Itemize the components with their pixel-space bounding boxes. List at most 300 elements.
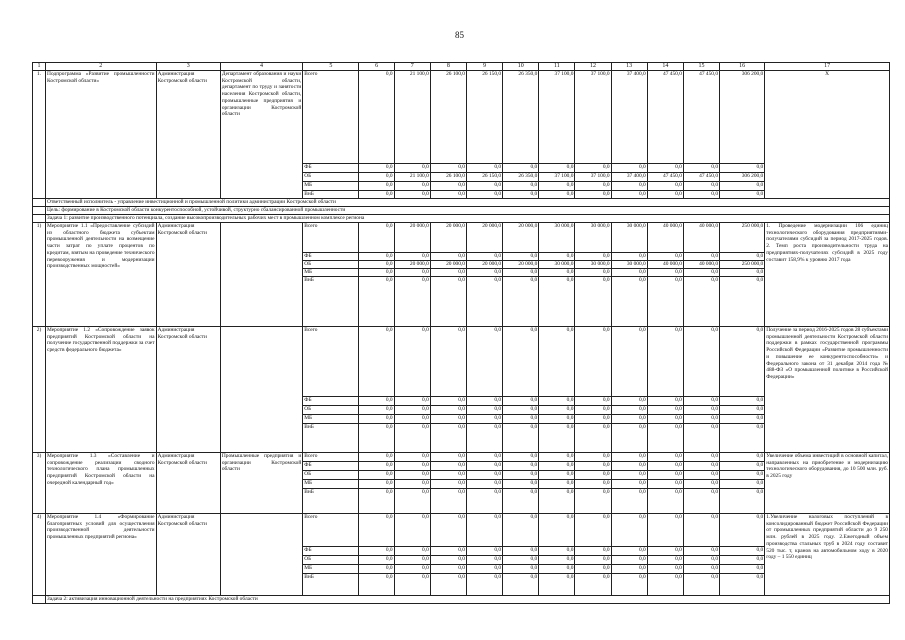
- amount-cell: 0,0: [575, 453, 611, 462]
- amount-cell: 0,0: [466, 489, 502, 514]
- measure-executor: Администрация Костромской области: [156, 453, 220, 514]
- amount-cell: 0,0: [611, 269, 647, 277]
- amount-cell: 0,0: [647, 269, 683, 277]
- measure-row: [33, 223, 890, 253]
- amount-cell: 37 100,0: [539, 71, 575, 164]
- empty-cell: [33, 207, 46, 215]
- amount-cell: 0,0: [611, 164, 647, 173]
- column-number: 2: [46, 63, 157, 71]
- amount-cell: 26 350,0: [503, 173, 539, 182]
- amount-cell: 0,0: [720, 406, 765, 415]
- amount-cell: 0,0: [359, 191, 394, 199]
- subprogram-name: Подпрограмма «Развитие промышленности Костромской области»: [46, 71, 157, 199]
- measure-executor: Администрация Костромской области: [156, 514, 220, 596]
- amount-cell: 0,0: [720, 424, 765, 453]
- amount-cell: 0,0: [683, 182, 719, 191]
- column-number: 1: [33, 63, 46, 71]
- amount-cell: 0,0: [466, 164, 502, 173]
- amount-cell: 21 100,0: [394, 71, 430, 164]
- amount-cell: 0,0: [466, 462, 502, 471]
- amount-cell: 0,0: [720, 556, 765, 565]
- amount-cell: 0,0: [359, 327, 394, 397]
- amount-cell: 0,0: [359, 71, 394, 164]
- amount-cell: 30 000,0: [611, 261, 647, 269]
- amount-cell: 0,0: [539, 514, 575, 547]
- amount-cell: 0,0: [466, 556, 502, 565]
- amount-cell: 0,0: [503, 327, 539, 397]
- amount-cell: 0,0: [394, 514, 430, 547]
- task-2-line: Задача 2: активизация инновационной деятельности на предприятиях Костромской области: [46, 596, 890, 604]
- program-table: [32, 62, 890, 604]
- amount-cell: 0,0: [575, 489, 611, 514]
- amount-cell: 0,0: [720, 277, 765, 327]
- amount-cell: 37 100,0: [539, 173, 575, 182]
- amount-cell: 0,0: [503, 277, 539, 327]
- amount-cell: 0,0: [647, 182, 683, 191]
- amount-cell: 0,0: [720, 574, 765, 596]
- amount-cell: 0,0: [611, 514, 647, 547]
- amount-cell: 0,0: [611, 424, 647, 453]
- funding-source: МБ: [303, 415, 359, 424]
- amount-cell: 21 100,0: [394, 173, 430, 182]
- amount-cell: 0,0: [466, 514, 502, 547]
- measure-executor: Администрация Костромской области: [156, 223, 220, 327]
- amount-cell: 0,0: [611, 191, 647, 199]
- amount-cell: 0,0: [575, 164, 611, 173]
- amount-cell: 0,0: [359, 565, 394, 574]
- funding-source: ОБ: [303, 261, 359, 269]
- amount-cell: 0,0: [430, 462, 466, 471]
- column-number: 5: [303, 63, 359, 71]
- measure-number: 2): [33, 327, 46, 453]
- column-number: 3: [156, 63, 220, 71]
- amount-cell: 0,0: [359, 424, 394, 453]
- amount-cell: 0,0: [466, 253, 502, 261]
- amount-cell: 0,0: [720, 182, 765, 191]
- amount-cell: 0,0: [430, 191, 466, 199]
- amount-cell: 0,0: [575, 327, 611, 397]
- amount-cell: 30 000,0: [575, 261, 611, 269]
- page-number: 85: [455, 30, 464, 40]
- column-number: 4: [220, 63, 302, 71]
- column-number: 8: [430, 63, 466, 71]
- responsible-executor-line-row: [33, 199, 890, 207]
- amount-cell: 0,0: [575, 182, 611, 191]
- amount-cell: 0,0: [430, 489, 466, 514]
- funding-source: МБ: [303, 480, 359, 489]
- amount-cell: 0,0: [466, 565, 502, 574]
- amount-cell: 0,0: [359, 514, 394, 547]
- amount-cell: 0,0: [359, 471, 394, 480]
- amount-cell: 0,0: [575, 462, 611, 471]
- amount-cell: 0,0: [683, 415, 719, 424]
- amount-cell: 0,0: [683, 462, 719, 471]
- amount-cell: 0,0: [720, 547, 765, 556]
- amount-cell: 0,0: [359, 397, 394, 406]
- subprogram-expected-result: Х: [765, 71, 890, 199]
- amount-cell: 0,0: [466, 574, 502, 596]
- amount-cell: 0,0: [394, 253, 430, 261]
- amount-cell: 37 400,0: [611, 173, 647, 182]
- amount-cell: 0,0: [539, 327, 575, 397]
- amount-cell: 0,0: [720, 565, 765, 574]
- column-number: 17: [765, 63, 890, 71]
- amount-cell: 0,0: [359, 462, 394, 471]
- amount-cell: 0,0: [359, 269, 394, 277]
- amount-cell: 0,0: [539, 489, 575, 514]
- amount-cell: 0,0: [359, 556, 394, 565]
- amount-cell: 0,0: [394, 574, 430, 596]
- amount-cell: 26 100,0: [430, 173, 466, 182]
- amount-cell: 47 450,0: [683, 71, 719, 164]
- column-number: 15: [683, 63, 719, 71]
- amount-cell: 0,0: [394, 547, 430, 556]
- amount-cell: 0,0: [683, 269, 719, 277]
- amount-cell: 0,0: [430, 556, 466, 565]
- amount-cell: 0,0: [466, 453, 502, 462]
- amount-cell: 0,0: [647, 453, 683, 462]
- amount-cell: 0,0: [647, 424, 683, 453]
- measure-expected-result: 1.Увеличение налоговых поступлений в консолидированный бюджет Российской Федерации от промышленных предприятий области до 9 250 млн. рублей в 2025 году. 2.Ежегодный объем производства стальных труб в 2024 году составит 520 тыс. т, кранов на автомобильном ходу в 2020 году – 1 550 единиц: [765, 514, 890, 596]
- funding-source: ВнБ: [303, 424, 359, 453]
- funding-source: ОБ: [303, 556, 359, 565]
- empty-cell: [33, 596, 46, 604]
- amount-cell: 0,0: [611, 556, 647, 565]
- amount-cell: 0,0: [503, 514, 539, 547]
- amount-cell: 47 450,0: [647, 71, 683, 164]
- measure-executor: Администрация Костромской области: [156, 327, 220, 453]
- amount-cell: 40 000,0: [647, 261, 683, 269]
- amount-cell: 306 200,0: [720, 71, 765, 164]
- amount-cell: 40 000,0: [683, 223, 719, 253]
- amount-cell: 0,0: [466, 406, 502, 415]
- amount-cell: 20 000,0: [430, 261, 466, 269]
- amount-cell: 0,0: [647, 327, 683, 397]
- amount-cell: 20 000,0: [503, 223, 539, 253]
- task-2-line-row: [33, 596, 890, 604]
- amount-cell: 0,0: [394, 277, 430, 327]
- amount-cell: 0,0: [575, 480, 611, 489]
- measure-name: Мероприятие 1.2 «Сопровождение заявок предприятий Костромской области на получение государственной поддержки за счет средств федерального бюджета»: [46, 327, 157, 453]
- measure-number: 4): [33, 514, 46, 596]
- amount-cell: 0,0: [359, 453, 394, 462]
- amount-cell: 0,0: [430, 547, 466, 556]
- amount-cell: 0,0: [466, 480, 502, 489]
- amount-cell: 0,0: [430, 397, 466, 406]
- amount-cell: 0,0: [430, 182, 466, 191]
- amount-cell: 0,0: [575, 471, 611, 480]
- amount-cell: 0,0: [503, 462, 539, 471]
- goal-line: Цель: формирование в Костромской области конкурентоспособной, устойчивой, структурно сбалансированной промышленности: [46, 207, 890, 215]
- funding-source: ОБ: [303, 173, 359, 182]
- amount-cell: 0,0: [503, 415, 539, 424]
- amount-cell: 0,0: [539, 480, 575, 489]
- amount-cell: 0,0: [359, 489, 394, 514]
- amount-cell: 0,0: [575, 253, 611, 261]
- amount-cell: 0,0: [683, 574, 719, 596]
- amount-cell: 0,0: [647, 397, 683, 406]
- amount-cell: 0,0: [683, 327, 719, 397]
- amount-cell: 0,0: [647, 574, 683, 596]
- amount-cell: 0,0: [720, 327, 765, 397]
- amount-cell: 0,0: [647, 565, 683, 574]
- amount-cell: 40 000,0: [647, 223, 683, 253]
- amount-cell: 0,0: [683, 424, 719, 453]
- amount-cell: 0,0: [503, 191, 539, 199]
- amount-cell: 20 000,0: [466, 223, 502, 253]
- column-number: 7: [394, 63, 430, 71]
- amount-cell: 0,0: [647, 462, 683, 471]
- amount-cell: 0,0: [394, 182, 430, 191]
- amount-cell: 0,0: [359, 277, 394, 327]
- amount-cell: 0,0: [503, 489, 539, 514]
- amount-cell: 0,0: [359, 164, 394, 173]
- column-number: 12: [575, 63, 611, 71]
- amount-cell: 306 200,0: [720, 173, 765, 182]
- amount-cell: 26 100,0: [430, 71, 466, 164]
- amount-cell: 0,0: [359, 223, 394, 253]
- measure-expected-result: Получение за период 2016-2025 годов 28 субъектами промышленной деятельности Костромской области поддержки в рамках государственной программы Российской Федерации «Развитие промышленности и повышение ее конкурентоспособности» и Федерального закона от 31 декабря 2014 года № 488-ФЗ «О промышленной политике в Российской Федерации»: [765, 327, 890, 453]
- amount-cell: 0,0: [683, 565, 719, 574]
- funding-source: ВнБ: [303, 277, 359, 327]
- amount-cell: 0,0: [359, 574, 394, 596]
- column-number: 14: [647, 63, 683, 71]
- funding-source: Всего: [303, 327, 359, 397]
- amount-cell: 26 350,0: [503, 71, 539, 164]
- amount-cell: 20 000,0: [430, 223, 466, 253]
- amount-cell: 0,0: [611, 547, 647, 556]
- funding-source: МБ: [303, 182, 359, 191]
- amount-cell: 0,0: [720, 269, 765, 277]
- funding-source: ФБ: [303, 397, 359, 406]
- amount-cell: 0,0: [683, 514, 719, 547]
- amount-cell: 0,0: [611, 462, 647, 471]
- subprogram-executor: Администрация Костромской области: [156, 71, 220, 199]
- amount-cell: 0,0: [359, 547, 394, 556]
- amount-cell: 0,0: [575, 277, 611, 327]
- amount-cell: 0,0: [466, 327, 502, 397]
- amount-cell: 0,0: [430, 164, 466, 173]
- subprogram-number: 1.: [33, 71, 46, 199]
- amount-cell: 0,0: [466, 424, 502, 453]
- funding-source: Всего: [303, 514, 359, 547]
- amount-cell: 0,0: [539, 397, 575, 406]
- amount-cell: 0,0: [720, 453, 765, 462]
- funding-source: ВнБ: [303, 574, 359, 596]
- amount-cell: 0,0: [466, 182, 502, 191]
- amount-cell: 0,0: [394, 269, 430, 277]
- amount-cell: 0,0: [503, 164, 539, 173]
- amount-cell: 0,0: [430, 406, 466, 415]
- funding-source: Всего: [303, 71, 359, 164]
- amount-cell: 0,0: [539, 406, 575, 415]
- column-number: 6: [359, 63, 394, 71]
- amount-cell: 0,0: [647, 471, 683, 480]
- amount-cell: 0,0: [575, 415, 611, 424]
- amount-cell: 0,0: [394, 480, 430, 489]
- amount-cell: 0,0: [611, 480, 647, 489]
- amount-cell: 0,0: [359, 182, 394, 191]
- amount-cell: 0,0: [611, 397, 647, 406]
- amount-cell: 0,0: [539, 453, 575, 462]
- amount-cell: 0,0: [503, 406, 539, 415]
- amount-cell: 0,0: [430, 480, 466, 489]
- amount-cell: 30 000,0: [539, 261, 575, 269]
- amount-cell: 0,0: [683, 453, 719, 462]
- goal-line-row: [33, 207, 890, 215]
- column-number: 9: [466, 63, 502, 71]
- amount-cell: 0,0: [466, 415, 502, 424]
- amount-cell: 0,0: [539, 164, 575, 173]
- amount-cell: 0,0: [683, 406, 719, 415]
- amount-cell: 0,0: [394, 462, 430, 471]
- funding-source: Всего: [303, 453, 359, 462]
- amount-cell: 0,0: [683, 277, 719, 327]
- amount-cell: 0,0: [430, 514, 466, 547]
- amount-cell: 0,0: [394, 471, 430, 480]
- amount-cell: 0,0: [575, 269, 611, 277]
- amount-cell: 30 000,0: [539, 223, 575, 253]
- column-number: 16: [720, 63, 765, 71]
- amount-cell: 0,0: [539, 565, 575, 574]
- amount-cell: 0,0: [430, 565, 466, 574]
- measure-name: Мероприятие 1.3 «Составление и сопровождение реализации сводного технологического плана промышленных предприятий Костромской области на очередной календарный год»: [46, 453, 157, 514]
- amount-cell: 47 450,0: [683, 173, 719, 182]
- amount-cell: 0,0: [647, 547, 683, 556]
- amount-cell: 0,0: [394, 489, 430, 514]
- measure-name: Мероприятие 1.4 «Формирование благоприятных условий для осуществления производственной деятельности промышленных предприятий региона»: [46, 514, 157, 596]
- amount-cell: 0,0: [647, 415, 683, 424]
- amount-cell: 0,0: [720, 514, 765, 547]
- amount-cell: 0,0: [503, 253, 539, 261]
- amount-cell: 47 450,0: [647, 173, 683, 182]
- amount-cell: 0,0: [539, 462, 575, 471]
- amount-cell: 0,0: [394, 191, 430, 199]
- amount-cell: 0,0: [683, 547, 719, 556]
- amount-cell: 0,0: [720, 164, 765, 173]
- task-1-line: Задача 1: развитие производственного потенциала, создание высокопроизводительных рабочих мест в промышленном комплексе региона: [46, 215, 890, 223]
- measure-expected-result: 1. Проведение модернизации 106 единиц технологического оборудования предприятиями-получателями субсидий за период 2017-2025 годов. 2. Темп роста производительности труда на предприятиях-получателях субсидий в 2025 году составит 158,9% к уровню 2017 года: [765, 223, 890, 327]
- amount-cell: 0,0: [720, 462, 765, 471]
- amount-cell: 250 000,0: [720, 261, 765, 269]
- amount-cell: 0,0: [647, 406, 683, 415]
- amount-cell: 0,0: [430, 424, 466, 453]
- subprogram-row: [33, 71, 890, 164]
- amount-cell: 20 000,0: [394, 261, 430, 269]
- amount-cell: 0,0: [611, 406, 647, 415]
- amount-cell: 0,0: [683, 191, 719, 199]
- amount-cell: 0,0: [683, 489, 719, 514]
- amount-cell: 250 000,0: [720, 223, 765, 253]
- amount-cell: 0,0: [611, 489, 647, 514]
- amount-cell: 0,0: [611, 327, 647, 397]
- amount-cell: 0,0: [647, 489, 683, 514]
- amount-cell: 0,0: [575, 424, 611, 453]
- amount-cell: 0,0: [503, 574, 539, 596]
- column-number: 10: [503, 63, 539, 71]
- amount-cell: 0,0: [611, 277, 647, 327]
- amount-cell: 0,0: [683, 397, 719, 406]
- amount-cell: 0,0: [611, 415, 647, 424]
- measure-coexecutors: Промышленные предприятия и организации Костромской области: [220, 453, 302, 514]
- amount-cell: 0,0: [611, 253, 647, 261]
- amount-cell: 26 150,0: [466, 71, 502, 164]
- amount-cell: 0,0: [720, 489, 765, 514]
- amount-cell: 0,0: [539, 415, 575, 424]
- amount-cell: 0,0: [503, 424, 539, 453]
- amount-cell: 0,0: [720, 480, 765, 489]
- measure-number: 1): [33, 223, 46, 327]
- funding-source: МБ: [303, 269, 359, 277]
- empty-cell: [33, 215, 46, 223]
- amount-cell: 0,0: [430, 574, 466, 596]
- amount-cell: 26 150,0: [466, 173, 502, 182]
- responsible-executor-line: Ответственный исполнитель - управление инвестиционной и промышленной политики администрации Костромской области: [46, 199, 890, 207]
- amount-cell: 0,0: [539, 424, 575, 453]
- amount-cell: 0,0: [683, 480, 719, 489]
- amount-cell: 0,0: [539, 547, 575, 556]
- amount-cell: 0,0: [430, 471, 466, 480]
- amount-cell: 0,0: [647, 253, 683, 261]
- amount-cell: 0,0: [683, 556, 719, 565]
- amount-cell: 37 100,0: [575, 173, 611, 182]
- amount-cell: 0,0: [575, 574, 611, 596]
- measure-number: 3): [33, 453, 46, 514]
- amount-cell: 0,0: [647, 164, 683, 173]
- amount-cell: 0,0: [430, 277, 466, 327]
- amount-cell: 0,0: [503, 453, 539, 462]
- amount-cell: 0,0: [394, 406, 430, 415]
- amount-cell: 0,0: [575, 547, 611, 556]
- measure-coexecutors: [220, 327, 302, 453]
- amount-cell: 0,0: [359, 480, 394, 489]
- subprogram-coexecutors: Департамент образования и науки Костромской области, департамент по труду и занятости населения Костромской области, промышленные предприятия и организации Костромской области: [220, 71, 302, 199]
- amount-cell: 0,0: [647, 191, 683, 199]
- task-1-line-row: [33, 215, 890, 223]
- amount-cell: 0,0: [575, 191, 611, 199]
- amount-cell: 0,0: [430, 253, 466, 261]
- amount-cell: 0,0: [503, 565, 539, 574]
- amount-cell: 0,0: [539, 471, 575, 480]
- funding-source: Всего: [303, 223, 359, 253]
- amount-cell: 0,0: [575, 565, 611, 574]
- funding-source: ОБ: [303, 471, 359, 480]
- amount-cell: 0,0: [539, 191, 575, 199]
- amount-cell: 0,0: [466, 277, 502, 327]
- measure-coexecutors: [220, 223, 302, 327]
- amount-cell: 0,0: [683, 471, 719, 480]
- amount-cell: 0,0: [720, 471, 765, 480]
- measure-coexecutors: [220, 514, 302, 596]
- amount-cell: 30 000,0: [575, 223, 611, 253]
- amount-cell: 0,0: [539, 182, 575, 191]
- amount-cell: 0,0: [394, 397, 430, 406]
- amount-cell: 0,0: [359, 253, 394, 261]
- amount-cell: 0,0: [430, 269, 466, 277]
- amount-cell: 0,0: [575, 556, 611, 565]
- empty-cell: [33, 199, 46, 207]
- funding-source: ФБ: [303, 462, 359, 471]
- amount-cell: 0,0: [503, 182, 539, 191]
- amount-cell: 0,0: [683, 164, 719, 173]
- column-number: 13: [611, 63, 647, 71]
- amount-cell: 0,0: [466, 397, 502, 406]
- column-number: 11: [539, 63, 575, 71]
- amount-cell: 0,0: [720, 253, 765, 261]
- amount-cell: 0,0: [466, 471, 502, 480]
- amount-cell: 0,0: [539, 556, 575, 565]
- amount-cell: 0,0: [503, 480, 539, 489]
